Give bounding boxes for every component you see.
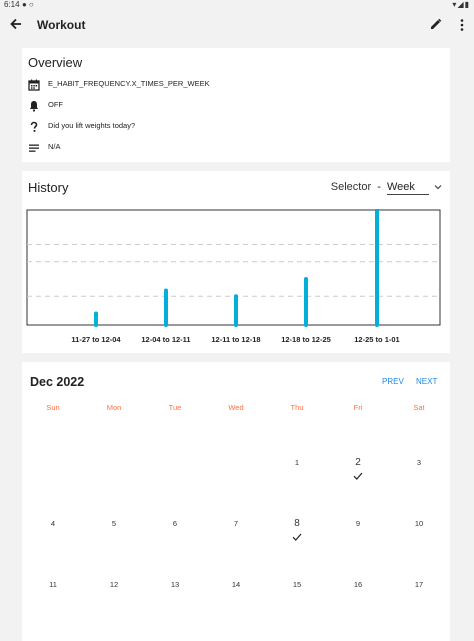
calendar-day[interactable]: 17	[414, 580, 424, 589]
history-chart	[22, 209, 450, 349]
status-signal-icons: ▾◢▮	[452, 0, 470, 9]
calendar-day[interactable]: 10	[414, 519, 424, 528]
frequency-text: E_HABIT_FREQUENCY.X_TIMES_PER_WEEK	[48, 79, 210, 88]
question-icon	[28, 121, 40, 133]
weekday-header: Thu	[290, 403, 304, 412]
checkmark-icon	[353, 472, 363, 480]
chart-x-tick-label: 12-18 to 12-25	[281, 335, 331, 344]
history-card	[22, 171, 450, 353]
overview-title: Overview	[28, 55, 83, 70]
calendar-day[interactable]: 7	[233, 519, 239, 528]
calendar-month-title: Dec 2022	[30, 375, 85, 389]
prev-month-button[interactable]: PREV	[382, 377, 404, 386]
calendar-card	[22, 362, 450, 641]
calendar-day[interactable]: 8	[294, 518, 300, 529]
selector-separator: -	[377, 181, 381, 193]
bell-icon	[28, 100, 40, 112]
calendar-day[interactable]: 15	[292, 580, 302, 589]
next-month-button[interactable]: NEXT	[416, 377, 438, 386]
selector-label: Selector	[330, 181, 372, 193]
chart-x-tick-label: 12-04 to 12-11	[141, 335, 191, 344]
frequency-row	[28, 78, 438, 92]
status-bar	[0, 0, 474, 10]
history-title: History	[28, 180, 69, 195]
weekday-header: Fri	[353, 403, 363, 412]
back-arrow-icon[interactable]	[8, 16, 24, 32]
calendar-day[interactable]: 6	[172, 519, 178, 528]
calendar-day[interactable]: 9	[355, 519, 361, 528]
status-notification-icons: ●○	[22, 0, 36, 9]
calendar-day[interactable]: 16	[353, 580, 363, 589]
edit-pencil-icon[interactable]	[430, 18, 442, 30]
period-selector[interactable]	[331, 181, 442, 195]
page-title: Workout	[37, 18, 86, 32]
notes-text: N/A	[48, 142, 61, 151]
weekday-header: Wed	[228, 403, 244, 412]
calendar-day[interactable]: 13	[170, 580, 180, 589]
weekday-header: Sun	[46, 403, 60, 412]
calendar-day[interactable]: 12	[109, 580, 119, 589]
weekday-header: Sat	[413, 403, 425, 412]
calendar-day[interactable]: 4	[50, 519, 56, 528]
selector-value[interactable]: Week	[387, 181, 429, 195]
reminder-text: OFF	[48, 100, 63, 109]
reminder-row	[28, 99, 438, 113]
chart-x-tick-label: 12-11 to 12-18	[211, 335, 261, 344]
calendar-day[interactable]: 1	[294, 458, 300, 467]
calendar-day[interactable]: 3	[416, 458, 422, 467]
chart-x-tick-label: 12-25 to 1-01	[354, 335, 400, 344]
notes-icon	[28, 142, 40, 154]
calendar-day[interactable]: 5	[111, 519, 117, 528]
notes-row	[28, 141, 438, 155]
calendar-day[interactable]: 2	[355, 457, 361, 468]
overview-card	[22, 48, 450, 162]
calendar-icon	[28, 79, 40, 91]
chevron-down-icon[interactable]	[434, 184, 442, 190]
more-vert-icon[interactable]	[456, 18, 468, 32]
app-bar	[0, 10, 474, 40]
weekday-header: Mon	[106, 403, 122, 412]
calendar-day[interactable]: 14	[231, 580, 241, 589]
question-text: Did you lift weights today?	[48, 121, 136, 130]
checkmark-icon	[292, 533, 302, 541]
status-time: 6:14	[4, 0, 20, 9]
chart-x-tick-label: 11-27 to 12-04	[71, 335, 121, 344]
weekday-header: Tue	[168, 403, 182, 412]
calendar-day[interactable]: 11	[49, 580, 57, 589]
question-row	[28, 120, 438, 134]
